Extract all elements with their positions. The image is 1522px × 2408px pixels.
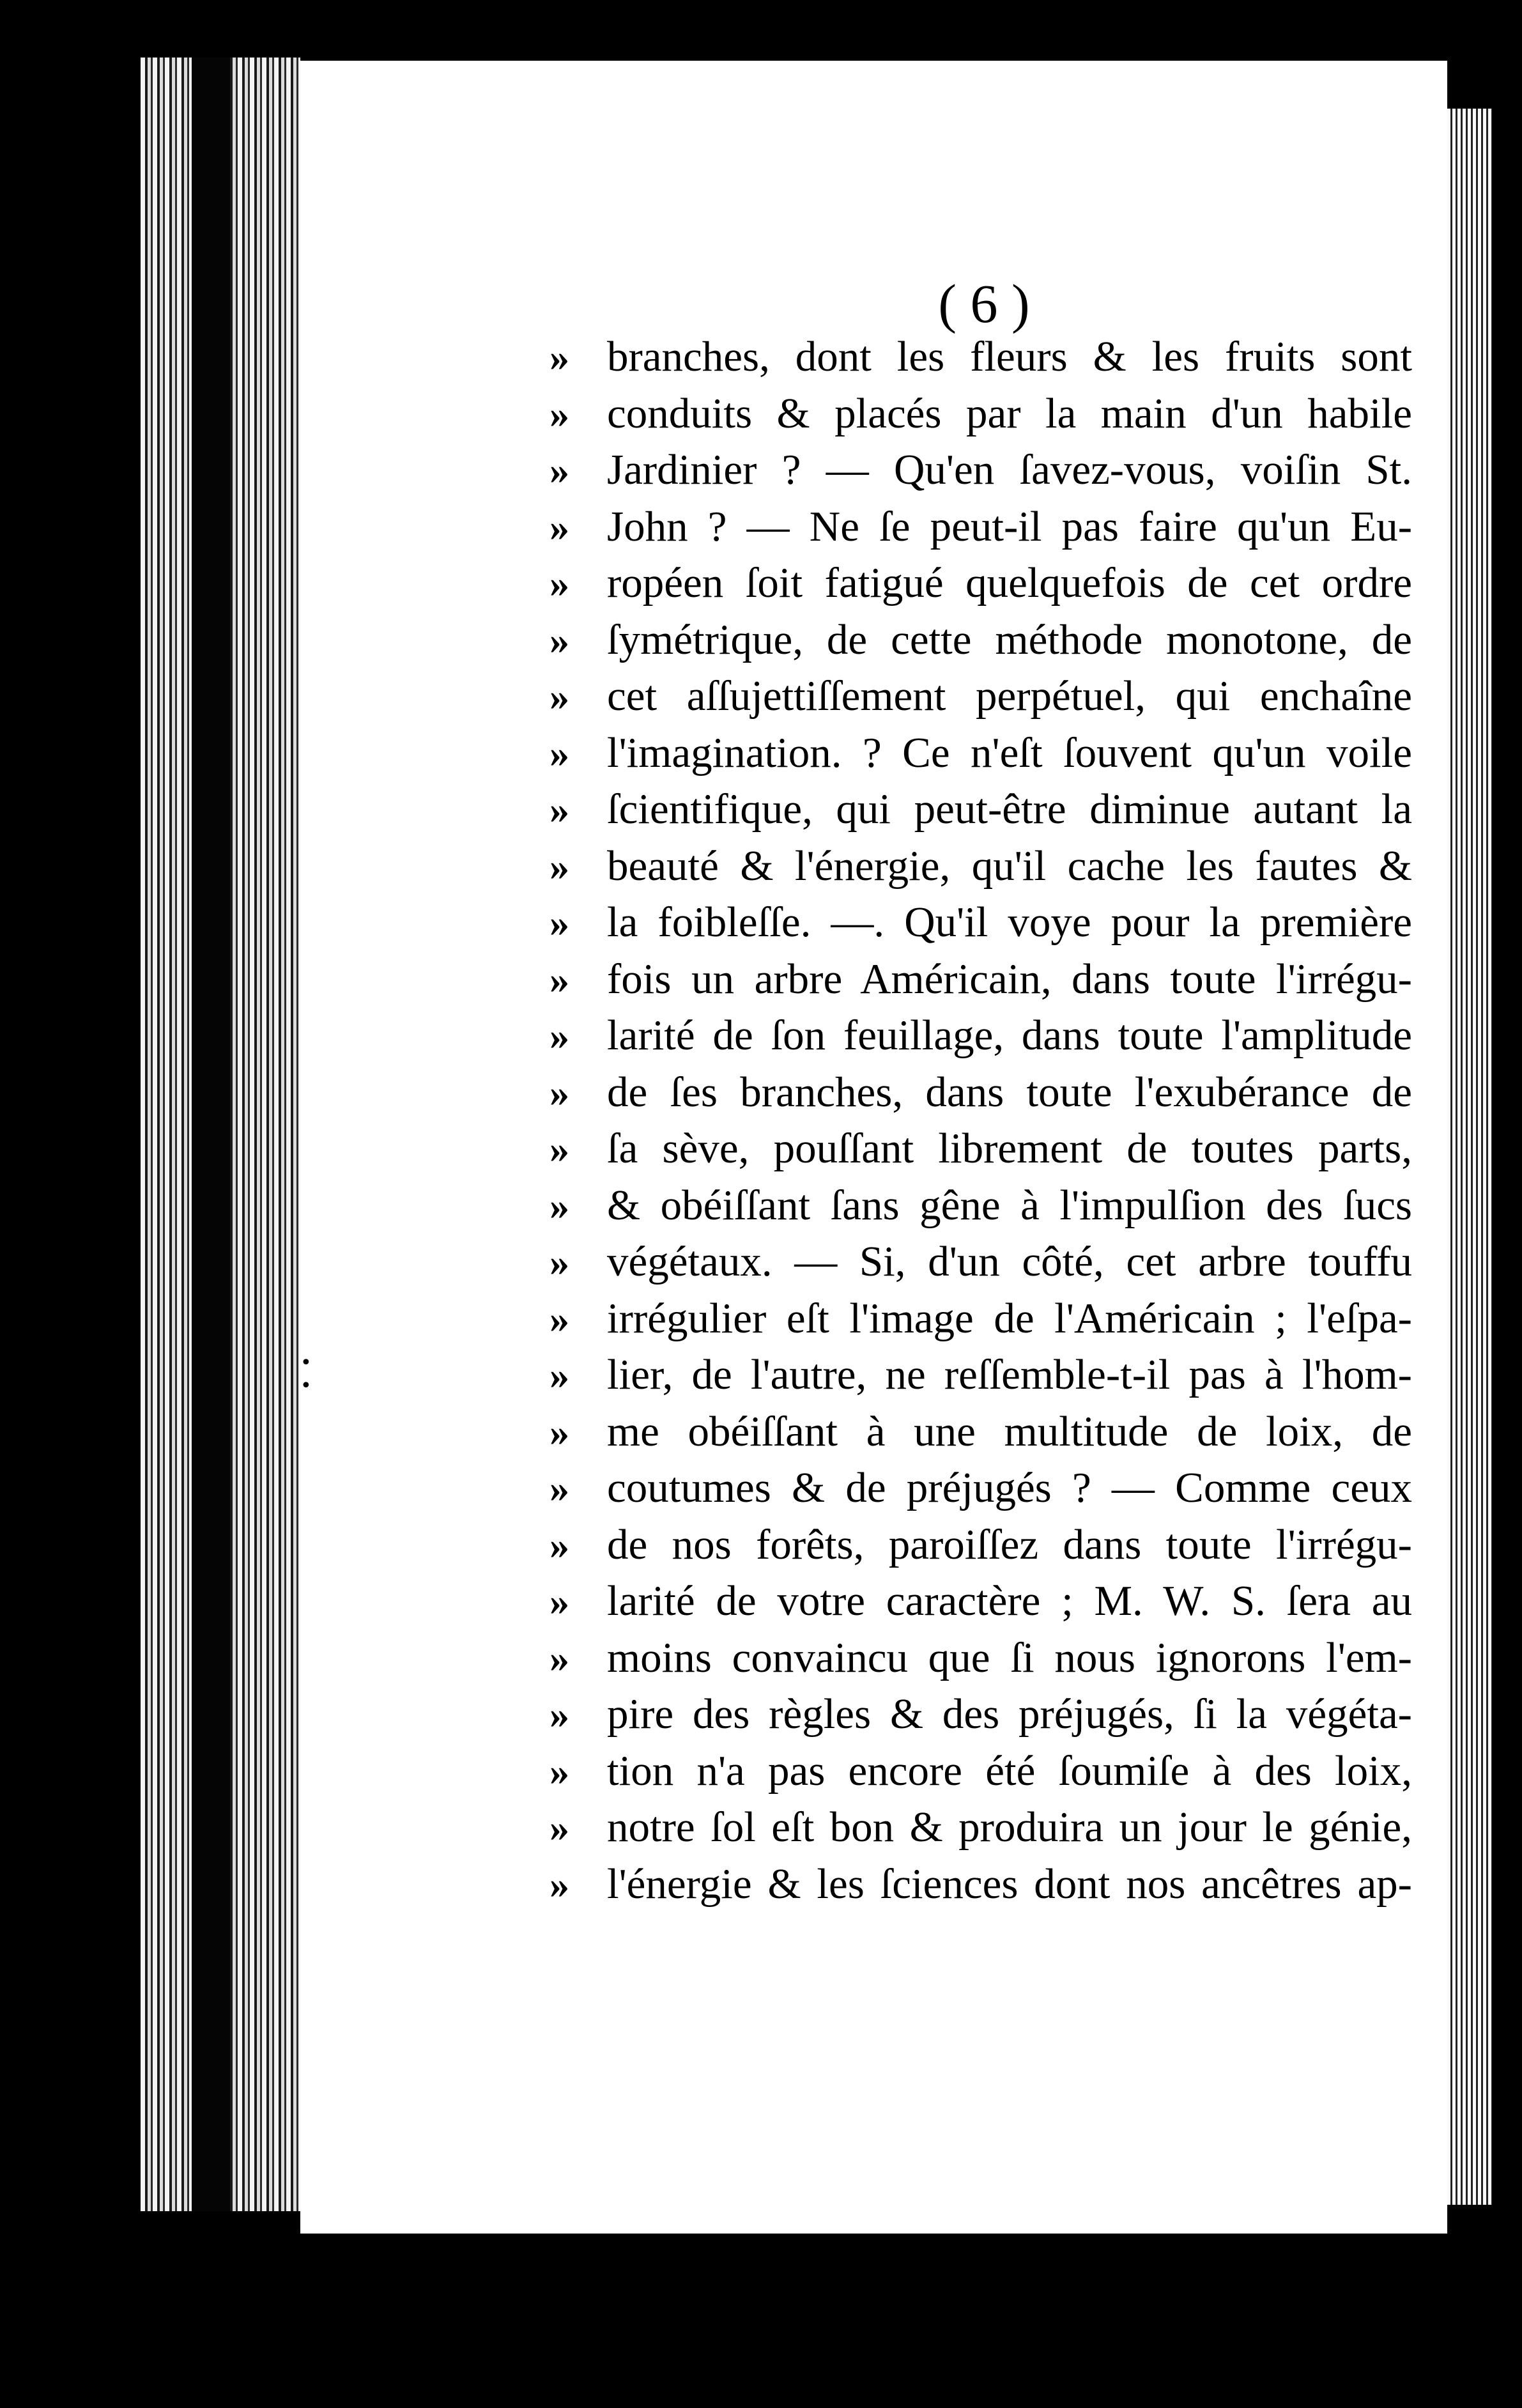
line-text: l'imagination. ? Ce n'eſt ſouvent qu'un voile	[607, 729, 1412, 776]
line-text: ſa sève, pouſſant librement de toutes parts,	[607, 1125, 1412, 1172]
text-line	[550, 1350, 1444, 1407]
quote-mark: »	[550, 1863, 569, 1907]
line-text: larité de ſon feuillage, dans toute l'amplitude	[607, 1012, 1412, 1059]
quote-mark: »	[550, 1241, 569, 1285]
page-number: ( 6 )	[938, 273, 1030, 334]
quote-mark: »	[550, 789, 569, 832]
line-text: pire des règles & des préjugés, ſi la végéta-	[607, 1690, 1412, 1738]
quote-mark: »	[550, 1524, 569, 1568]
line-text: végétaux. — Si, d'un côté, cet arbre touffu	[607, 1238, 1412, 1285]
line-text: cet aſſujettiſſement perpétuel, qui enchaîne	[607, 672, 1412, 720]
text-line	[550, 445, 1444, 502]
text-line	[550, 1068, 1444, 1125]
text-line	[550, 1463, 1444, 1520]
text-line	[550, 1181, 1444, 1238]
quote-mark: »	[550, 1071, 569, 1115]
line-text: beauté & l'énergie, qu'il cache les fautes &	[607, 842, 1412, 890]
text-line	[550, 615, 1444, 672]
line-text: tion n'a pas encore été ſoumiſe à des loix,	[607, 1747, 1412, 1794]
text-line	[550, 559, 1444, 615]
text-line	[550, 389, 1444, 446]
text-line	[550, 1860, 1444, 1917]
quote-mark: »	[550, 732, 569, 776]
quote-mark: »	[550, 845, 569, 889]
quote-mark: »	[550, 1354, 569, 1398]
line-text: Jardinier ? — Qu'en ſavez-vous, voiſin St.	[607, 446, 1412, 493]
quote-mark: »	[550, 1807, 569, 1850]
book-spine-shadow	[192, 58, 230, 2211]
text-line	[550, 1294, 1444, 1351]
line-text: moins convaincu que ſi nous ignorons l'em-	[607, 1633, 1412, 1681]
quote-mark: »	[550, 506, 569, 550]
line-text: John ? — Ne ſe peut-il pas faire qu'un Eu-	[607, 502, 1412, 550]
line-text: & obéiſſant ſans gêne à l'impulſion des ſucs	[607, 1181, 1412, 1229]
text-line	[550, 729, 1444, 785]
text-line	[550, 672, 1444, 729]
quote-mark: »	[550, 958, 569, 1002]
text-line	[550, 842, 1444, 899]
quote-mark: »	[550, 1580, 569, 1624]
text-line	[550, 502, 1444, 559]
text-line	[550, 785, 1444, 842]
quote-mark: »	[550, 1297, 569, 1341]
text-line	[550, 1407, 1444, 1464]
quote-mark: »	[550, 449, 569, 493]
line-text: larité de votre caractère ; M. W. S. ſera au	[607, 1577, 1412, 1625]
quote-mark: »	[550, 1128, 569, 1171]
text-line	[550, 955, 1444, 1012]
quote-mark: »	[550, 336, 569, 380]
quote-mark: »	[550, 675, 569, 719]
quote-mark: »	[550, 1750, 569, 1794]
text-line	[550, 1237, 1444, 1294]
line-text: ſcientifique, qui peut-être diminue autant la	[607, 785, 1412, 833]
body-text	[550, 332, 1444, 1916]
text-line	[550, 1577, 1444, 1633]
line-text: de nos forêts, paroiſſez dans toute l'irrégu-	[607, 1520, 1412, 1568]
line-text: fois un arbre Américain, dans toute l'irrégu-	[607, 955, 1412, 1003]
text-line	[550, 1747, 1444, 1803]
quote-mark: »	[550, 392, 569, 436]
text-line	[550, 1124, 1444, 1181]
text-line	[550, 1520, 1444, 1577]
quote-mark: »	[550, 1184, 569, 1228]
quote-mark: »	[550, 619, 569, 663]
text-line	[550, 332, 1444, 389]
line-text: de ſes branches, dans toute l'exubérance de	[607, 1068, 1412, 1116]
text-line	[550, 1011, 1444, 1068]
text-line	[550, 1690, 1444, 1747]
quote-mark: »	[550, 1015, 569, 1058]
quote-mark: »	[550, 1694, 569, 1737]
line-text: ropéen ſoit fatigué quelquefois de cet ordre	[607, 559, 1412, 606]
quote-mark: »	[550, 1410, 569, 1455]
quote-mark: »	[550, 902, 569, 945]
text-line	[550, 898, 1444, 955]
line-text: branches, dont les fleurs & les fruits sont	[607, 333, 1412, 380]
text-line	[550, 1803, 1444, 1860]
line-text: coutumes & de préjugés ? — Comme ceux	[607, 1464, 1412, 1511]
line-text: conduits & placés par la main d'un habile	[607, 389, 1412, 437]
page-right-edge	[1447, 109, 1492, 2205]
quote-mark: »	[550, 562, 569, 606]
quote-mark: »	[550, 1637, 569, 1681]
line-text: l'énergie & les ſciences dont nos ancêtres ap-	[607, 1860, 1412, 1908]
line-text: lier, de l'autre, ne reſſemble-t-il pas à l'hom-	[607, 1351, 1412, 1398]
line-text: irrégulier eſt l'image de l'Américain ; l'eſpa-	[607, 1294, 1412, 1342]
line-text: me obéiſſant à une multitude de loix, de	[607, 1407, 1412, 1455]
text-line	[550, 1633, 1444, 1690]
line-text: ſymétrique, de cette méthode monotone, de	[607, 615, 1412, 663]
margin-marks: • •	[300, 1352, 312, 1397]
line-text: la foibleſſe. —. Qu'il voye pour la première	[607, 899, 1412, 946]
line-text: notre ſol eſt bon & produira un jour le génie,	[607, 1803, 1412, 1851]
quote-mark: »	[550, 1467, 569, 1511]
